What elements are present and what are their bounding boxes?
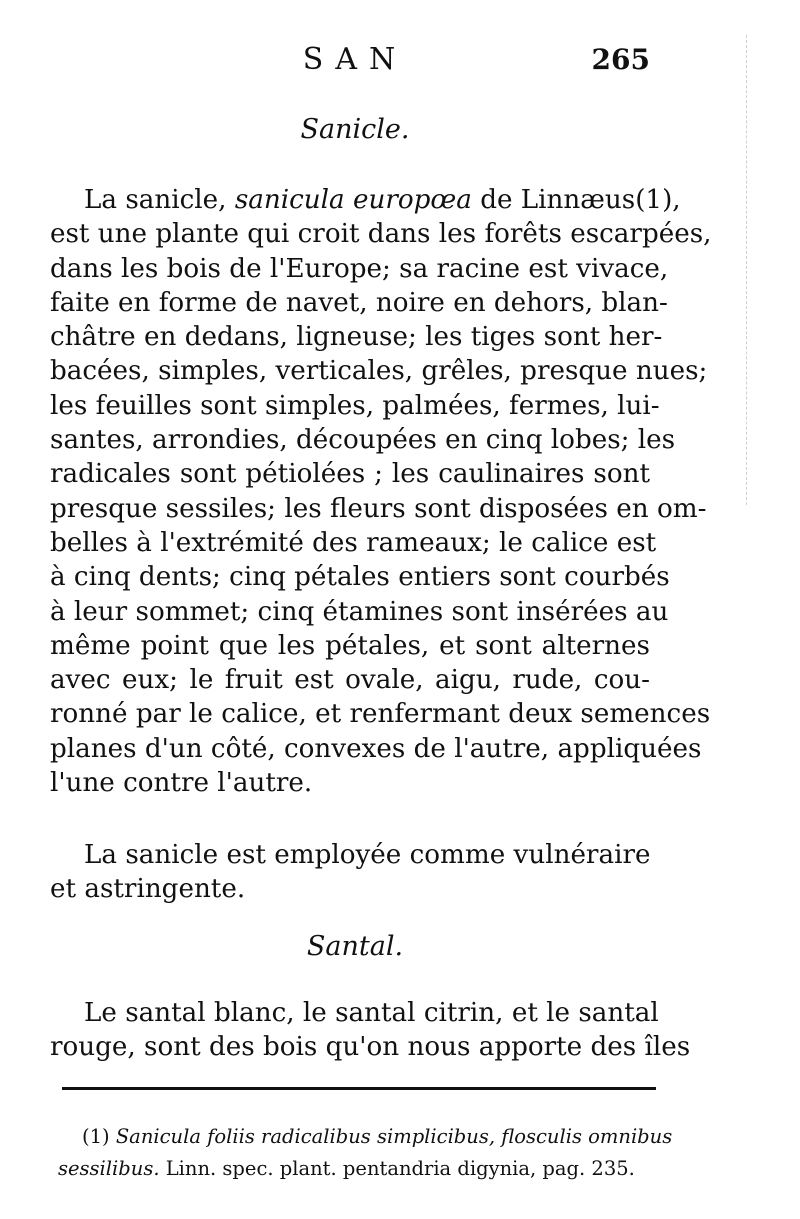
text-line: et astringente. [50,874,246,905]
text-line: à cinq dents; cinq pétales entiers sont courbés [50,562,670,593]
text-line: même point que les pétales, et sont alternes [50,630,650,661]
section-title-sanicle: Sanicle. [300,114,410,145]
text-line: rouge, sont des bois qu'on nous apporte des îles [50,1032,691,1063]
text-line: à leur sommet; cinq étamines sont insérées au [50,596,669,627]
footnote-latin-text: sessilibus. [58,1157,160,1180]
text-line: bacées, simples, verticales, grêles, presque nues; [50,356,708,387]
page-number: 265 [591,43,650,76]
text-run: La sanicle, [84,185,235,215]
paragraph-sanicle-description [50,183,712,800]
footnote-line [58,1153,656,1185]
text-line: presque sessiles; les fleurs sont disposées en om- [50,493,707,524]
text-line: santes, arrondies, découpées en cinq lobes; les [50,425,676,456]
section-title-santal: Santal. [306,931,404,962]
text-line: radicales sont pétiolées ; les caulinaires sont [50,459,650,490]
paragraph-sanicle-usage [50,838,650,907]
footnote-marker: (1) [82,1125,116,1148]
page-header [60,40,650,80]
text-line: planes d'un côté, convexes de l'autre, appliquées [50,733,702,764]
text-line: ronné par le calice, et renfermant deux semences [50,699,711,730]
text-line: les feuilles sont simples, palmées, fermes, lui- [50,390,660,421]
footnote-citation: Linn. spec. plant. pentandria digynia, pag. 235. [159,1157,635,1180]
text-line [50,183,681,217]
footnote-rule [62,1087,656,1090]
text-line: l'une contre l'autre. [50,768,313,799]
footnote [58,1121,673,1185]
scan-margin-marks [746,35,777,505]
text-line: La sanicle est employée comme vulnéraire [84,840,651,870]
text-line: Le santal blanc, le santal citrin, et le santal [84,998,659,1028]
text-run: de Linnæus(1), [471,185,681,215]
footnote-latin-text: Sanicula foliis radicalibus simplicibus, flosculis omnibus [115,1125,673,1148]
text-line: châtre en dedans, ligneuse; les tiges sont her- [50,322,663,353]
text-line: belles à l'extrémité des rameaux; le calice est [50,527,657,558]
species-name-italic: sanicula europœa [234,185,472,215]
text-line: dans les bois de l'Europe; sa racine est vivace, [50,253,669,284]
text-line: est une plante qui croit dans les forêts escarpées, [50,219,712,250]
running-head: SAN [302,42,408,77]
footnote-line [58,1121,673,1153]
text-line: avec eux; le fruit est ovale, aigu, rude, cou- [50,665,650,696]
text-line: faite en forme de navet, noire en dehors, blan- [50,287,668,318]
paragraph-santal-description [50,996,691,1065]
